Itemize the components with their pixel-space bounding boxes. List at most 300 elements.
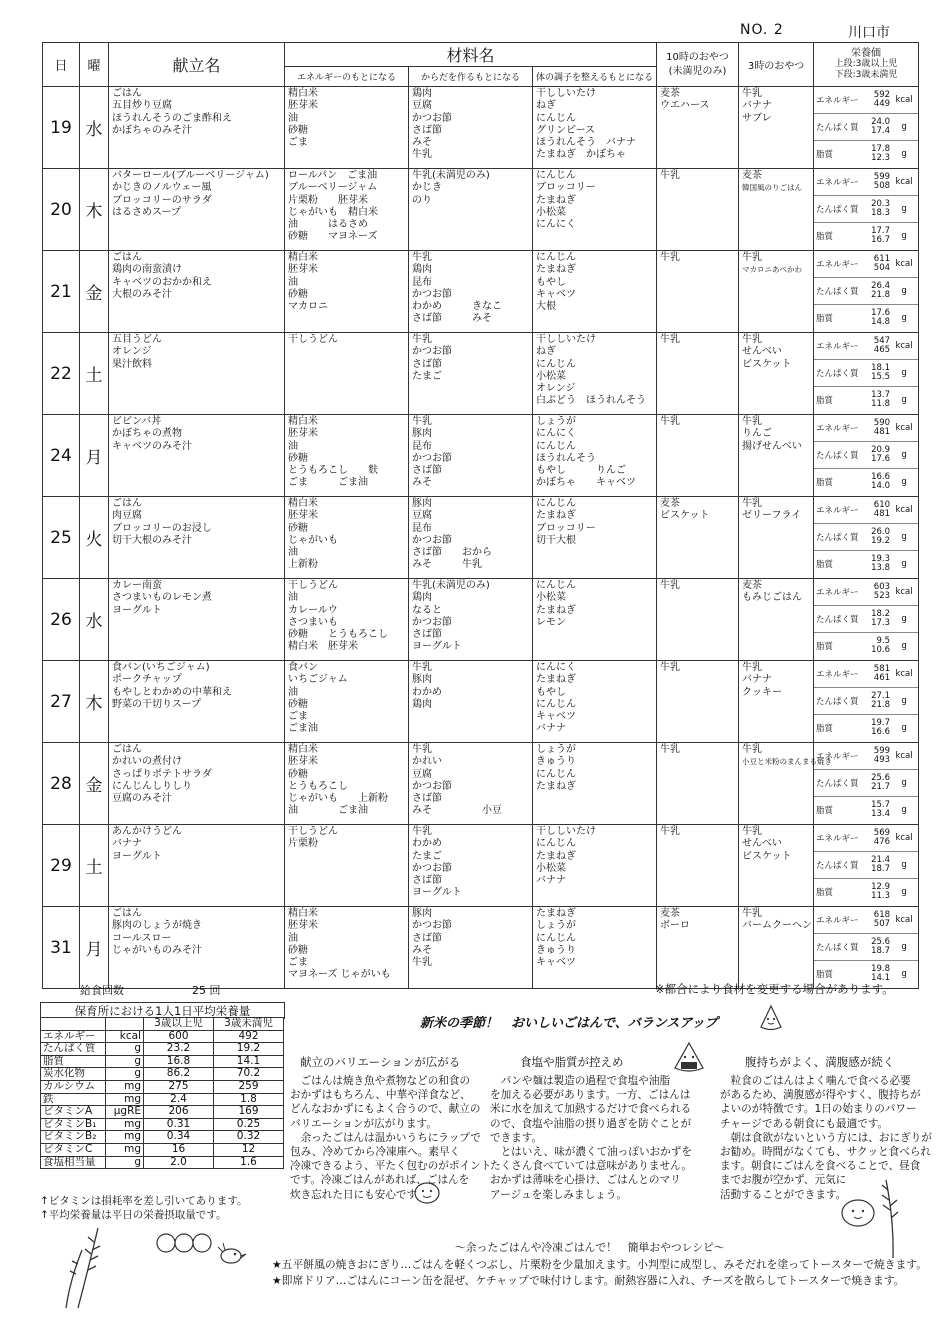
line: 牛乳	[660, 252, 681, 263]
line: 砂糖 マヨネーズ	[288, 231, 378, 243]
line: ヨーグルト	[112, 850, 162, 862]
line: かぼちゃのみそ汁	[112, 124, 192, 136]
fat-unit: g	[901, 559, 907, 569]
energy-ingredients	[285, 497, 409, 579]
energy-under3: 508	[873, 181, 891, 191]
energy-unit: kcal	[895, 341, 913, 351]
line: 牛乳	[742, 908, 763, 919]
protein-over3: 21.4	[871, 854, 891, 865]
line: さば節	[412, 358, 442, 370]
fat-under3: 13.4	[871, 809, 891, 819]
line: ごはん	[112, 88, 142, 99]
protein	[814, 688, 918, 715]
avg-value-over3: 206	[144, 1106, 214, 1119]
energy-label: エネルギー	[816, 916, 859, 926]
line: じゃがいも 精白米	[288, 206, 378, 218]
avg-row	[41, 1131, 284, 1144]
snack-3pm	[739, 251, 814, 333]
line: 油 はるさめ	[288, 219, 368, 231]
line: はるさめスープ	[112, 206, 181, 218]
snack-10am	[657, 743, 739, 825]
line: 牛乳	[412, 744, 432, 755]
menu-items	[109, 825, 285, 907]
line: 豚肉	[412, 908, 432, 919]
avg-value-under3: 70.2	[214, 1068, 284, 1081]
line: 牛乳	[660, 662, 681, 673]
fat-over3: 15.7	[871, 799, 891, 810]
fat-unit: g	[901, 477, 907, 487]
fat-label: 脂質	[816, 888, 834, 898]
avg-row	[41, 1043, 284, 1056]
protein-label: たんぱく質	[816, 779, 859, 789]
line: にんじんしりしり	[112, 780, 192, 792]
column-line: ので、食塩や油脂の摂り過ぎを防ぐことが	[490, 1117, 692, 1130]
line: 精白米	[288, 498, 318, 509]
line: 牛乳(未満児のみ)	[412, 580, 490, 591]
line: グリンピース	[536, 124, 596, 136]
line: キャベツ	[536, 711, 576, 723]
fat-under3: 16.6	[871, 727, 891, 737]
day-number: 20	[43, 169, 80, 251]
line: ごはん	[112, 498, 142, 509]
protein-label: たんぱく質	[816, 861, 859, 871]
energy-over3: 547	[873, 335, 891, 346]
protein-over3: 18.2	[871, 608, 891, 619]
fat-label: 脂質	[816, 478, 834, 488]
fat	[814, 469, 918, 495]
column-line: 冷凍できるよう、平たく包むのがポイント	[290, 1160, 492, 1173]
line: さば節	[412, 793, 442, 805]
protein	[814, 524, 918, 551]
fat	[814, 305, 918, 331]
nutrition-values	[814, 825, 919, 907]
line: かれい	[412, 756, 442, 768]
body-ingredients	[409, 415, 533, 497]
body-ingredients	[409, 251, 533, 333]
line: ヨーグルト	[112, 604, 162, 616]
weekday: 水	[80, 579, 109, 661]
fat-label: 脂質	[816, 970, 834, 980]
line: 干ししいたけ	[536, 88, 596, 99]
fat-over3: 17.8	[871, 143, 891, 154]
line: 小松菜	[536, 592, 566, 604]
avg-value-over3: 600	[144, 1030, 214, 1043]
energy-under3: 493	[873, 755, 891, 765]
energy-ingredients	[285, 251, 409, 333]
day-number: 22	[43, 333, 80, 415]
avg-value-under3: 12	[214, 1143, 284, 1156]
protein-under3: 21.8	[871, 700, 891, 710]
energy-under3: 476	[873, 837, 891, 847]
line: たまねぎ	[536, 604, 576, 616]
fat-unit: g	[901, 395, 907, 405]
line: 昆布	[412, 440, 432, 452]
protein-values	[860, 200, 890, 219]
line: とうもろこし 麩	[288, 465, 378, 477]
day-number: 24	[43, 415, 80, 497]
protein-unit: g	[901, 122, 907, 132]
line: 牛乳	[660, 170, 681, 181]
avg-unit: μgRE	[106, 1106, 144, 1119]
header-snack10: 10時のおやつ (未満児のみ)	[657, 43, 739, 87]
column-line: 炊き忘れた日にも安心です	[290, 1188, 418, 1201]
column-line: 活動することができます。	[720, 1188, 847, 1201]
energy-under3: 481	[873, 509, 891, 519]
energy	[814, 825, 918, 852]
line: カレー南蛮	[112, 580, 162, 591]
line: さば節	[412, 465, 442, 477]
protein-unit: g	[901, 204, 907, 214]
weekday: 月	[80, 415, 109, 497]
regulate-ingredients	[533, 415, 657, 497]
energy-label: エネルギー	[816, 670, 859, 680]
energy-values	[860, 747, 890, 766]
energy-ingredients	[285, 743, 409, 825]
protein-label: たんぱく質	[816, 205, 859, 215]
header-menu: 献立名	[109, 43, 285, 87]
line: かつお節	[412, 862, 452, 874]
line: にんにく	[536, 428, 576, 440]
line: 豚肉	[412, 498, 432, 509]
line: ビスケット	[742, 358, 792, 370]
day-number: 29	[43, 825, 80, 907]
line: カレールウ	[288, 604, 338, 616]
avg-nutrient: 鉄	[41, 1093, 106, 1106]
line: 野菜の干切りスープ	[112, 698, 201, 710]
nutrition-values	[814, 169, 919, 251]
avg-value-under3: 1.6	[214, 1156, 284, 1169]
energy-unit: kcal	[895, 587, 913, 597]
fat-values	[860, 473, 890, 492]
protein-unit: g	[901, 450, 907, 460]
fat-unit: g	[901, 313, 907, 323]
line: かつお節	[412, 616, 452, 628]
energy-over3: 569	[873, 827, 891, 838]
energy-values	[860, 583, 890, 602]
line: たまねぎ	[536, 780, 576, 792]
protein	[814, 852, 918, 879]
day-number: 27	[43, 661, 80, 743]
line: 砂糖	[288, 288, 308, 300]
regulate-ingredients	[533, 743, 657, 825]
fat-unit: g	[901, 969, 907, 979]
fat-label: 脂質	[816, 642, 834, 652]
weekday: 水	[80, 87, 109, 169]
line: キャベツ	[536, 957, 576, 969]
line: せんべい	[742, 346, 782, 358]
column-line: 余ったごはんは温かいうちにラップで	[290, 1131, 481, 1144]
menu-items	[109, 169, 285, 251]
line: たまねぎ	[536, 674, 576, 686]
menu-row	[43, 251, 919, 333]
line: 牛乳	[660, 826, 681, 837]
protein-unit: g	[901, 696, 907, 706]
line: にんじん	[536, 252, 576, 263]
fat-over3: 19.7	[871, 717, 891, 728]
avg-row	[41, 1106, 284, 1119]
snack-3pm	[739, 661, 814, 743]
avg-nutrient: ビタミンB₂	[41, 1131, 106, 1144]
fat-under3: 10.6	[871, 645, 891, 655]
snack-10am	[657, 497, 739, 579]
line: 鶏肉	[412, 698, 432, 710]
line: ロールパン ごま油	[288, 170, 378, 181]
avg-nutrition-title: 保育所における1人1日平均栄養量	[40, 1002, 285, 1019]
line: みそ	[412, 944, 432, 956]
energy-under3: 507	[873, 919, 891, 929]
snack-3pm	[739, 169, 814, 251]
line: じゃがいものみそ汁	[112, 944, 202, 956]
avg-unit: g	[106, 1055, 144, 1068]
body-ingredients	[409, 743, 533, 825]
body-ingredients	[409, 169, 533, 251]
energy-unit: kcal	[895, 833, 913, 843]
avg-nutrient: 炭水化物	[41, 1068, 106, 1081]
line: 油	[288, 112, 298, 124]
line: ごま	[288, 711, 308, 723]
day-number: 26	[43, 579, 80, 661]
column-line: どんなおかずにもよく合うので、献立の	[290, 1103, 481, 1116]
fat-over3: 17.7	[871, 225, 891, 236]
protein-values	[860, 282, 890, 301]
line: さば節	[412, 629, 442, 641]
energy-ingredients	[285, 169, 409, 251]
avg-row	[41, 1030, 284, 1043]
protein-over3: 18.1	[871, 362, 891, 373]
protein-values	[860, 856, 890, 875]
energy-ingredients	[285, 907, 409, 989]
day-number: 25	[43, 497, 80, 579]
energy-values	[860, 419, 890, 438]
vitamin-note: ↑ビタミンは損耗率を差し引いてあります。	[40, 1195, 248, 1207]
column-line: 粒食のごはんはよく噛んで食べる必要	[720, 1075, 911, 1087]
body-ingredients	[409, 907, 533, 989]
line: ビスケット	[742, 850, 792, 862]
protein-over3: 20.3	[871, 198, 891, 209]
line: さば節 みそ	[412, 313, 492, 325]
column-line: 米に水を加えて加熱するだけで食べられる	[490, 1103, 692, 1116]
protein-values	[860, 364, 890, 383]
line: 切干大根	[536, 534, 576, 546]
line: 牛乳	[742, 662, 763, 673]
fat	[814, 879, 918, 905]
line: 小松菜	[536, 862, 566, 874]
fat-label: 脂質	[816, 232, 834, 242]
column-line: ごはんは焼き魚や煮物などの和食の	[290, 1075, 471, 1087]
line: 油	[288, 440, 298, 452]
energy-unit: kcal	[895, 505, 913, 515]
line: にんじん	[536, 358, 576, 370]
avg-unit: g	[106, 1156, 144, 1169]
section1-title: 献立のバリエーションが広がる	[300, 1055, 461, 1069]
column-line: できます。	[490, 1131, 543, 1144]
line: 大根のみそ汁	[112, 288, 172, 300]
column-line: 朝は食欲がないという方には、おにぎりが	[720, 1131, 932, 1144]
snack-10am	[657, 251, 739, 333]
avg-nutrient: ビタミンB₁	[41, 1118, 106, 1131]
line: 牛乳	[412, 957, 432, 969]
protein-over3: 26.4	[871, 280, 891, 291]
line: せんべい	[742, 838, 782, 850]
line: 切干大根のみそ汁	[112, 534, 192, 546]
body-ingredients	[409, 497, 533, 579]
menu-items	[109, 497, 285, 579]
line: もみじごはん	[742, 592, 803, 604]
energy-label: エネルギー	[816, 752, 859, 762]
column-line: を加える必要があります。一方、ごはんは	[490, 1089, 691, 1102]
line: ごはん	[112, 252, 142, 263]
menu-row	[43, 825, 919, 907]
line: 鶏肉	[412, 592, 432, 604]
avg-nutrient: 食塩相当量	[41, 1156, 106, 1169]
energy	[814, 743, 918, 770]
line: 胚芽米	[288, 920, 318, 932]
line: 油	[288, 276, 298, 288]
line: ほうれんそうのごま酢和え	[112, 112, 232, 124]
protein	[814, 442, 918, 469]
line: わかめ	[412, 838, 442, 850]
snack-3pm	[739, 825, 814, 907]
menu-row	[43, 415, 919, 497]
protein-under3: 17.3	[871, 618, 891, 628]
column-line: おかずはもちろん、中華や洋食など、	[290, 1089, 471, 1102]
energy-over3: 611	[873, 253, 891, 264]
avg-unit: mg	[106, 1080, 144, 1093]
line: 豆腐	[412, 768, 432, 780]
header-snack3: 3時のおやつ	[739, 43, 814, 87]
line: オレンジ	[112, 346, 152, 358]
line: 砂糖	[288, 768, 308, 780]
fat-label: 脂質	[816, 560, 834, 570]
line: 鶏肉	[412, 88, 432, 99]
avg-row	[41, 1055, 284, 1068]
line: さば節	[412, 932, 442, 944]
avg-unit: mg	[106, 1131, 144, 1144]
avg-value-under3: 492	[214, 1030, 284, 1043]
energy	[814, 169, 918, 196]
line: 五目炒り豆腐	[112, 100, 172, 112]
avg-value-under3: 0.25	[214, 1118, 284, 1131]
regulate-ingredients	[533, 907, 657, 989]
energy-ingredients	[285, 87, 409, 169]
avg-row	[41, 1156, 284, 1169]
energy-unit: kcal	[895, 915, 913, 925]
fat	[814, 387, 918, 413]
line: たまご	[412, 370, 442, 382]
line: 牛乳	[742, 88, 763, 99]
header-nutrition: 栄養価 上段:3歳以上児 下段:3歳未満児	[814, 43, 919, 87]
fat-unit: g	[901, 231, 907, 241]
header-weekday: 曜	[80, 43, 109, 87]
menu-row	[43, 87, 919, 169]
line: 麦茶	[660, 88, 681, 99]
column-line: バリエーションが広がります。	[290, 1117, 437, 1130]
line: たまねぎ	[536, 908, 576, 919]
nutrition-values	[814, 497, 919, 579]
protein-values	[860, 692, 890, 711]
fat-values	[860, 391, 890, 410]
line: 牛乳	[742, 498, 763, 509]
fat-under3: 14.0	[871, 481, 891, 491]
protein	[814, 606, 918, 633]
line: 精白米	[288, 88, 318, 99]
line: バターロール(ブルーベリージャム)	[112, 170, 269, 181]
energy-ingredients	[285, 333, 409, 415]
snack-3pm	[739, 497, 814, 579]
line: バナナ	[742, 674, 773, 686]
fat-values	[860, 801, 890, 820]
weekday-note: ↑平均栄養量は平日の栄養摂取量です。	[40, 1209, 227, 1221]
line: きゅうり	[536, 756, 576, 768]
protein-values	[860, 938, 890, 957]
section1-body	[290, 1074, 491, 1202]
avg-row	[41, 1143, 284, 1156]
rice-plant-icon-right	[878, 1170, 908, 1260]
protein-over3: 24.0	[871, 116, 891, 127]
avg-value-over3: 0.31	[144, 1118, 214, 1131]
line: さっぱりポテトサラダ	[112, 768, 212, 780]
fat	[814, 633, 918, 659]
energy-under3: 449	[873, 99, 891, 109]
weekday: 土	[80, 825, 109, 907]
regulate-ingredients	[533, 333, 657, 415]
fat-label: 脂質	[816, 806, 834, 816]
menu-items	[109, 415, 285, 497]
energy-label: エネルギー	[816, 506, 859, 516]
recipe-title: ～余ったごはんや冷凍ごはんで！ 簡単おやつレシピ～	[455, 1241, 725, 1254]
energy-over3: 599	[873, 171, 891, 182]
line: バナナ	[536, 875, 566, 887]
line: 牛乳	[412, 662, 432, 673]
line: コールスロー	[112, 932, 172, 944]
line: 精白米	[288, 744, 318, 755]
weekday: 金	[80, 251, 109, 333]
fat-over3: 12.9	[871, 881, 891, 892]
line: 豆腐	[412, 510, 432, 522]
line: 牛乳	[412, 826, 432, 837]
line: みそ 牛乳	[412, 559, 482, 571]
energy-over3: 603	[873, 581, 891, 592]
regulate-ingredients	[533, 825, 657, 907]
line: わかめ	[412, 686, 442, 698]
energy	[814, 333, 918, 360]
line: 牛乳(未満児のみ)	[412, 170, 490, 181]
line: 牛乳	[412, 416, 432, 427]
protein-label: たんぱく質	[816, 369, 859, 379]
snack-10am	[657, 333, 739, 415]
line: 胚芽米	[288, 510, 318, 522]
line: 牛乳	[742, 334, 763, 345]
column-line: お勧め。時間がなくても、サクッと食べられ	[720, 1146, 932, 1159]
protein-label: たんぱく質	[816, 287, 859, 297]
line: さつまいも	[288, 616, 338, 628]
protein-label: たんぱく質	[816, 123, 859, 133]
fat-under3: 11.8	[871, 399, 891, 409]
avg-value-over3: 275	[144, 1080, 214, 1093]
line: 豆腐	[412, 100, 432, 112]
line: 豚肉のしょうが焼き	[112, 920, 202, 932]
line: にんじん	[536, 580, 576, 591]
protein	[814, 114, 918, 141]
protein-under3: 17.6	[871, 454, 891, 464]
protein-over3: 27.1	[871, 690, 891, 701]
energy-label: エネルギー	[816, 834, 859, 844]
energy-ingredients	[285, 415, 409, 497]
avg-value-over3: 16	[144, 1143, 214, 1156]
line: ブロッコリー	[536, 182, 596, 194]
section2-title: 食塩や脂質が控えめ	[520, 1055, 624, 1069]
regulate-ingredients	[533, 169, 657, 251]
